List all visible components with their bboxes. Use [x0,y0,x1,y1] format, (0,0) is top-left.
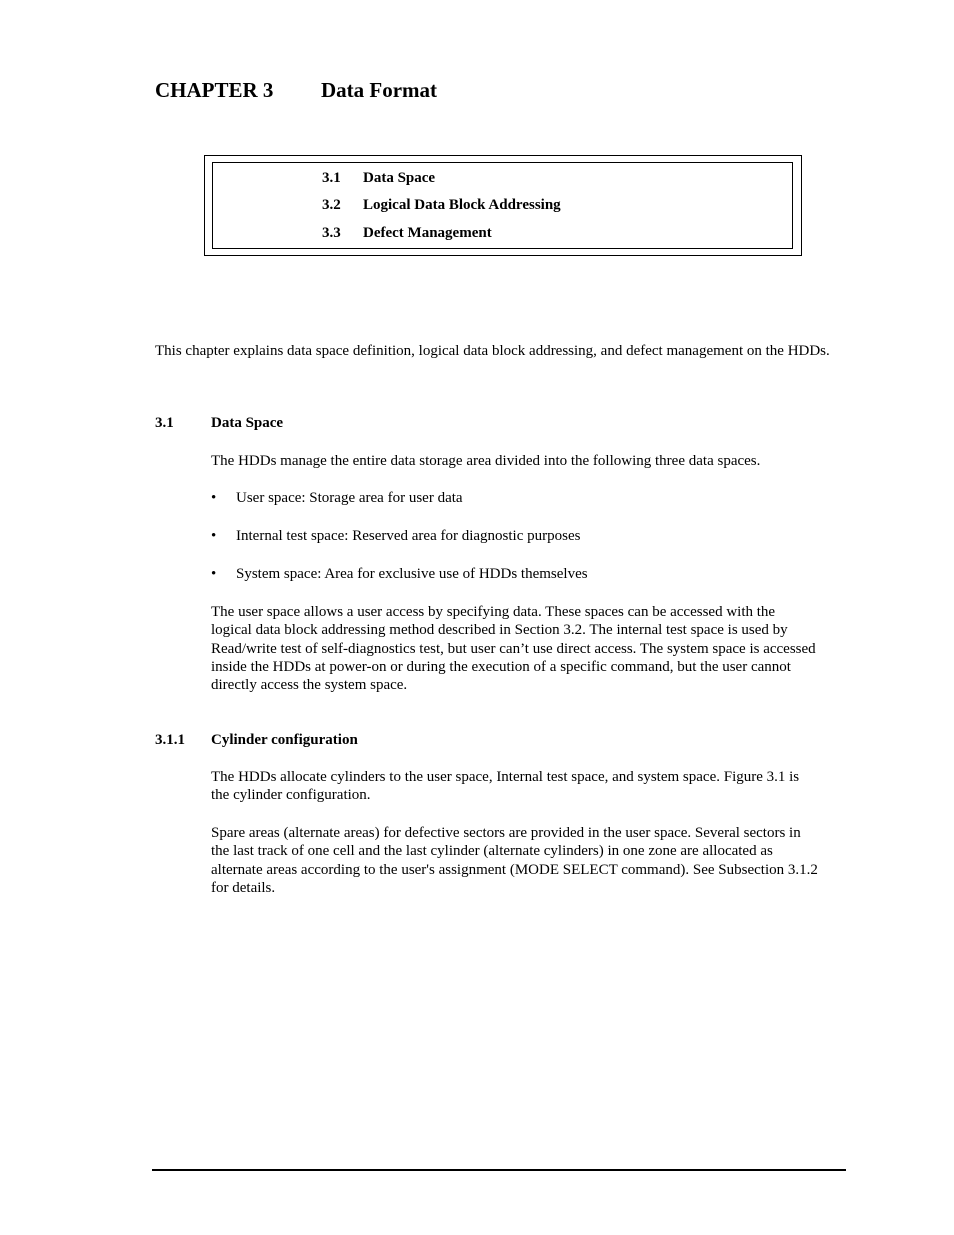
section-number: 3.1.1 [155,732,185,748]
toc-entry-number: 3.1 [322,170,341,186]
toc-entry-title: Data Space [363,170,436,186]
text-line: for details. [211,879,276,896]
bullet-icon: • [211,528,217,544]
text-line: Spare areas (alternate areas) for defective sectors are provided in the user space. Several sectors in [211,825,801,841]
toc-entry [322,170,435,187]
text-line: the last track of one cell and the last cylinder (alternate cylinders) in one zone are allocated as [211,843,773,860]
toc-entry-title: Logical Data Block Addressing [363,197,561,213]
text-line: Read/write test of self-diagnostics test, but user can’t use direct access. The system space is accessed [211,640,816,657]
section-heading-3-1 [155,415,283,432]
chapter-intro-paragraph: This chapter explains data space definition, logical data block addressing, and defect management on the HDDs. [155,343,830,359]
chapter-heading [155,78,437,103]
bullet-text: System space: Area for exclusive use of HDDs themselves [236,566,588,582]
text-line: logical data block addressing method described in Section 3.2. The internal test space is used by [211,622,788,639]
footer-rule [152,1169,846,1171]
section-3-1-1-paragraph-2 [211,824,851,897]
section-number: 3.1 [155,415,174,431]
text-line: the cylinder configuration. [211,787,371,804]
chapter-title: Data Format [321,78,438,102]
section-3-1-paragraph-1: The HDDs manage the entire data storage area divided into the following three data spaces. [211,453,761,469]
section-3-1-paragraph-2 [211,603,851,694]
text-line: The user space allows a user access by specifying data. These spaces can be accessed with the [211,604,776,620]
chapter-contents-inner-frame [212,162,793,249]
section-title: Cylinder configuration [211,732,358,748]
section-3-1-1-paragraph-1 [211,768,851,805]
text-line: directly access the system space. [211,677,408,694]
chapter-number: CHAPTER 3 [155,78,274,102]
text-line: The HDDs allocate cylinders to the user space, Internal test space, and system space. Figure 3.1 is [211,769,800,785]
bullet-text: Internal test space: Reserved area for diagnostic purposes [236,528,581,544]
text-line: inside the HDDs at power-on or during the execution of a specific command, but the user cannot [211,658,791,675]
bullet-icon: • [211,490,217,506]
chapter-contents-box [204,155,802,256]
bullet-icon: • [211,566,217,582]
toc-entry [322,197,561,214]
bullet-text: User space: Storage area for user data [236,490,463,506]
toc-entry-number: 3.2 [322,197,341,213]
bullet-item [211,490,463,507]
bullet-item [211,566,588,583]
toc-entry-title: Defect Management [363,225,492,241]
bullet-item [211,528,580,545]
toc-entry [322,225,492,242]
section-heading-3-1-1 [155,732,358,749]
text-line: alternate areas according to the user's assignment (MODE SELECT command). See Subsection 3.1.2 [211,861,818,878]
section-title: Data Space [211,415,284,431]
toc-entry-number: 3.3 [322,225,341,241]
